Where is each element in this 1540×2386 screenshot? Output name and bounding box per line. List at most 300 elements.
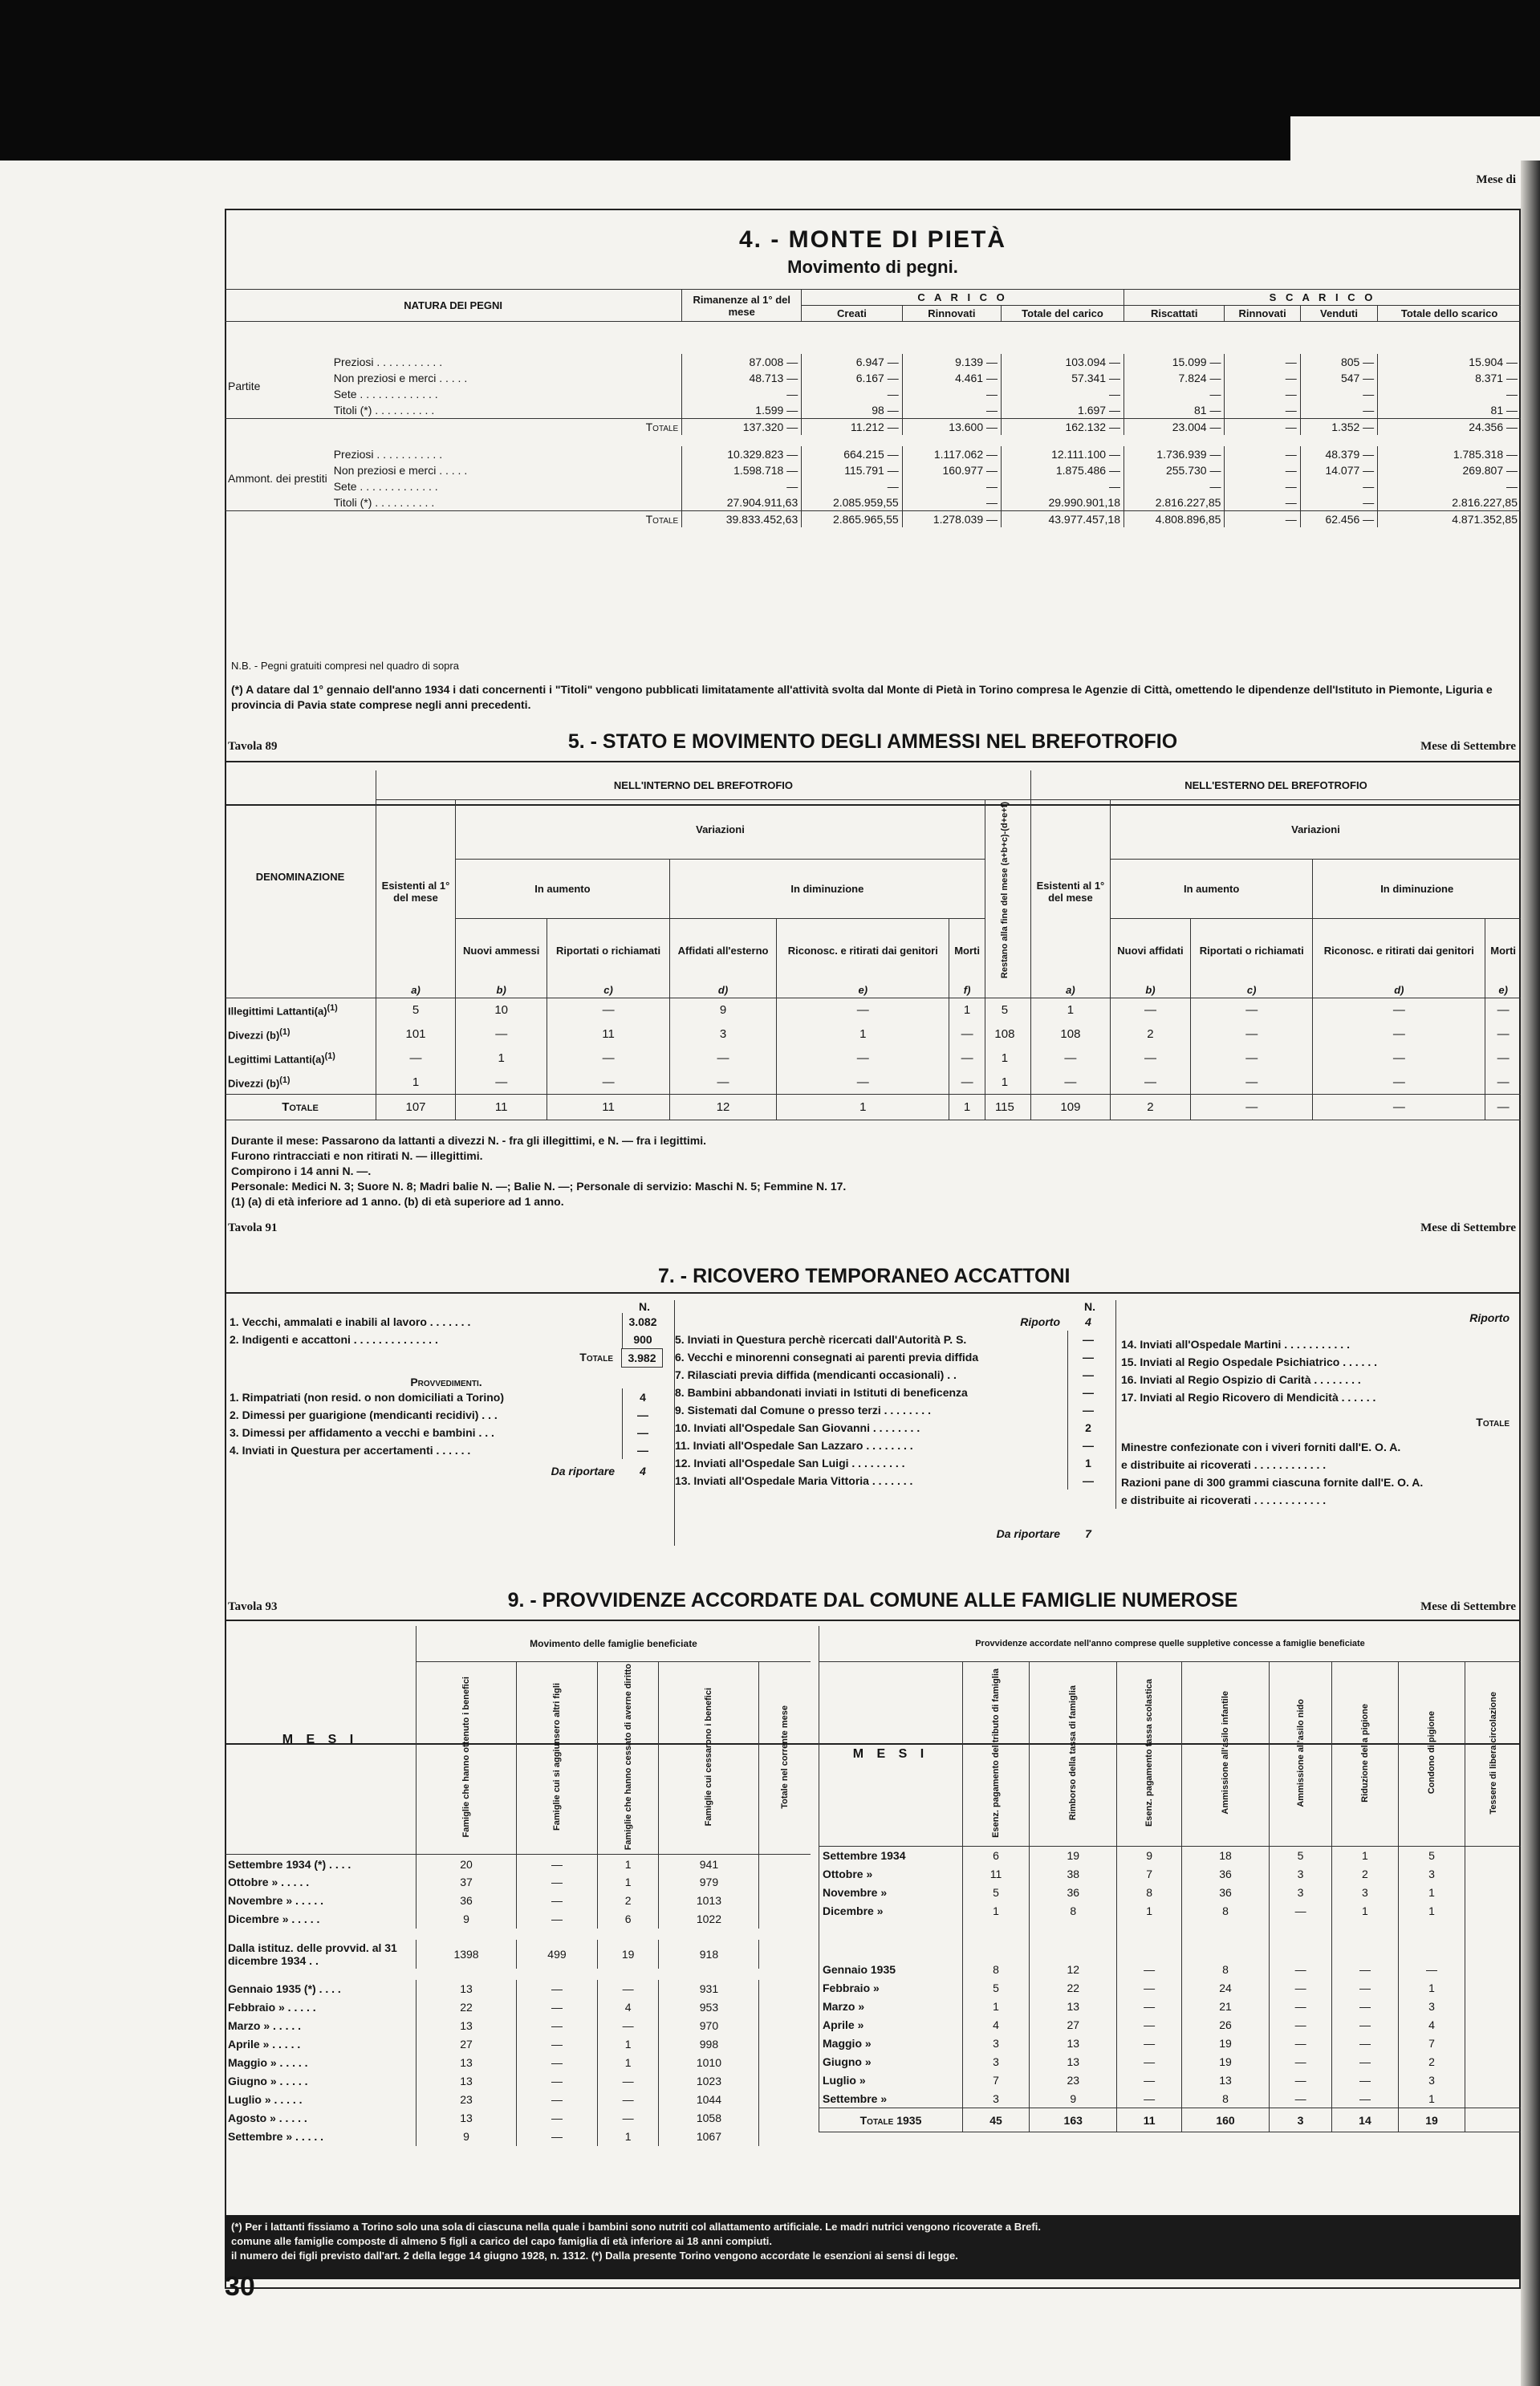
item-count: —: [1067, 1437, 1108, 1454]
cell-value: —: [456, 1022, 547, 1047]
cell-value: 13: [416, 2054, 517, 2072]
table-row-total: [225, 510, 1521, 527]
cell-value: —: [777, 1047, 949, 1071]
col-riscattati: Riscattati: [1124, 306, 1224, 322]
letter: d): [1313, 982, 1485, 998]
item-label: 1. Vecchi, ammalati e inabili al lavoro . . . . . . .: [230, 1315, 471, 1328]
total-count: 3.982: [621, 1348, 663, 1368]
table9-title: 9. - PROVVIDENZE ACCORDATE DAL COMUNE ALLE FAMIGLIE NUMEROSE: [507, 1589, 1238, 1612]
cell-value: —: [517, 2072, 598, 2091]
letter: b): [456, 982, 547, 998]
cell-value: 36: [416, 1892, 517, 1910]
cell-value: —: [1485, 1022, 1521, 1047]
cell-value: —: [547, 998, 669, 1022]
table-row: [225, 1910, 811, 1929]
cell-value: 87.008 —: [682, 354, 802, 370]
riporto-label: Riporto: [1020, 1315, 1060, 1328]
table-row: [819, 2090, 1522, 2108]
cell-value: 1: [597, 2035, 659, 2054]
cell-value: —: [1030, 1071, 1110, 1095]
cell-value: 2: [597, 1892, 659, 1910]
cell-value: 1: [1117, 1902, 1181, 1921]
cell-value: 11: [1117, 2108, 1181, 2132]
col-left-2: Famiglie che hanno cessato di averne diritto: [597, 1662, 659, 1855]
cell-value: 6.947 —: [802, 354, 902, 370]
cell-value: 805 —: [1300, 354, 1377, 370]
cell-value: 2.085.959,55: [802, 494, 902, 511]
cell-value: —: [376, 1047, 456, 1071]
cell-value: 24.356 —: [1378, 418, 1521, 435]
cell-value: —: [1030, 1047, 1110, 1071]
cell-value: 931: [659, 1980, 759, 1998]
cell-value: 3: [1331, 1884, 1398, 1902]
table4-nb: N.B. - Pegni gratuiti compresi nel quadro di sopra: [231, 660, 459, 672]
group-label: Legittimi: [228, 1053, 272, 1066]
cell-value: 43.977.457,18: [1002, 510, 1124, 527]
row-label: Febbraio » . . . . .: [228, 2001, 316, 2014]
cell-value: —: [1313, 1022, 1485, 1047]
note-line: Razioni pane di 300 grammi ciascuna fornite dall'E. O. A.: [1121, 1476, 1424, 1489]
cell-value: 1013: [659, 1892, 759, 1910]
sub-label: Divezzi (b): [228, 1029, 280, 1042]
cell-value: —: [902, 386, 1001, 402]
row-label: Non preziosi e merci . . . . .: [333, 463, 468, 477]
cell-value: 3: [1398, 1865, 1465, 1884]
cell-value: —: [517, 2091, 598, 2109]
cell-value: 103.094 —: [1002, 354, 1124, 370]
cell-value: —: [1117, 1979, 1181, 1998]
cell-value: 115: [985, 1095, 1024, 1120]
table7-right-column: [1115, 1300, 1518, 1509]
col-riportati-ext: Riportati o richiamati: [1191, 918, 1313, 982]
table-row: [225, 1892, 811, 1910]
cell-value: 20: [416, 1855, 517, 1873]
cell-value: 1398: [416, 1940, 517, 1969]
row-label: Gennaio 1935 (*) . . . .: [228, 1982, 341, 1996]
cell-value: 941: [659, 1855, 759, 1873]
group-label: Illegittimi: [228, 1005, 274, 1018]
cell-value: 2: [1331, 1865, 1398, 1884]
table-row: [225, 2109, 811, 2128]
note-line: (1) (a) di età inferiore ad 1 anno. (b) di età superiore ad 1 anno.: [231, 1195, 564, 1208]
cell-value: 8: [1181, 2090, 1269, 2108]
row-label: Ottobre »: [819, 1865, 963, 1884]
cell-value: [1181, 1921, 1269, 1961]
cell-value: 101: [376, 1022, 456, 1047]
cell-value: 998: [659, 2035, 759, 2054]
table-row: [225, 1940, 811, 1969]
cell-value: [963, 1921, 1030, 1961]
table9-left-grid: [225, 1626, 811, 2146]
cell-value: 1.785.318 —: [1378, 446, 1521, 462]
list-item: [230, 1331, 663, 1348]
cell-value: 3: [1398, 2071, 1465, 2090]
cell-value: —: [1117, 2071, 1181, 2090]
cell-value: 36: [1030, 1884, 1117, 1902]
row-label: Aprile » . . . . .: [228, 2038, 301, 2051]
cell-value: 115.791 —: [802, 462, 902, 478]
cell-value: 970: [659, 2017, 759, 2035]
cell-value: 1.278.039 —: [902, 510, 1001, 527]
cell-value: 11: [963, 1865, 1030, 1884]
col-right-2: Esenz. pagamento tassa scolastica: [1117, 1662, 1181, 1847]
cell-value: —: [597, 1980, 659, 1998]
cell-value: 1.875.486 —: [1002, 462, 1124, 478]
cell-value: —: [1225, 354, 1300, 370]
table-row: [225, 1980, 811, 1998]
cell-value: —: [802, 478, 902, 494]
note-line: Minestre confezionate con i viveri forniti dall'E. O. A.: [1121, 1441, 1401, 1453]
table-row: [225, 462, 1521, 478]
cell-value: —: [1331, 2016, 1398, 2034]
cell-value: 23: [416, 2091, 517, 2109]
cell-value: —: [1331, 2071, 1398, 2090]
sub-label: Lattanti(a): [274, 1053, 325, 1066]
cell-value: 7: [1117, 1865, 1181, 1884]
item-count: —: [622, 1441, 663, 1459]
col-nuovi-ammessi: Nuovi ammessi: [456, 918, 547, 982]
footnote-ref: (1): [279, 1075, 291, 1085]
cell-value: —: [949, 1022, 985, 1047]
footnote-line: comune alle famiglie composte di almeno 5 figli a carico del capo famiglia di età inferiore ai 18 anni compiuti.: [231, 2235, 773, 2247]
cell-value: —: [547, 1071, 669, 1095]
cell-value: 4.871.352,85: [1378, 510, 1521, 527]
cell-value: 7: [963, 2071, 1030, 2090]
cell-value: 108: [1030, 1022, 1110, 1047]
table-row: [225, 2091, 811, 2109]
cell-value: 4.808.896,85: [1124, 510, 1224, 527]
cell-value: 7.824 —: [1124, 370, 1224, 386]
cell-value: 255.730 —: [1124, 462, 1224, 478]
footnote-ref: (1): [327, 1003, 338, 1014]
in-diminuzione-int: In diminuzione: [669, 859, 985, 918]
cell-value: —: [1225, 494, 1300, 511]
cell-value: —: [1002, 478, 1124, 494]
cell-value: 3: [963, 2090, 1030, 2108]
table7-right-tag: Mese di Settembre: [1420, 1221, 1516, 1234]
row-label: Preziosi . . . . . . . . . . .: [333, 447, 443, 461]
col-totale-carico: Totale del carico: [1002, 306, 1124, 322]
cell-value: —: [547, 1047, 669, 1071]
header-month-tag: Mese di: [1476, 173, 1516, 186]
cell-value: 163: [1030, 2108, 1117, 2132]
cell-value: [1398, 1921, 1465, 1961]
cell-value: 12.111.100 —: [1002, 446, 1124, 462]
cell-value: 1: [1398, 2090, 1465, 2108]
cell-value: 10: [456, 998, 547, 1022]
cell-value: 36: [1181, 1884, 1269, 1902]
cell-value: —: [1225, 386, 1300, 402]
cell-value: 1: [777, 1095, 949, 1120]
cell-value: 1: [777, 1022, 949, 1047]
cell-value: 1: [1398, 1979, 1465, 1998]
item-count: 900: [622, 1331, 663, 1348]
item-count: 3.082: [622, 1313, 663, 1331]
cell-value: —: [1110, 1047, 1190, 1071]
row-label: Febbraio »: [819, 1979, 963, 1998]
page-header: [225, 170, 1521, 189]
item-label: 3. Dimessi per affidamento a vecchi e bambini . . .: [230, 1426, 494, 1439]
cell-value: 9: [669, 998, 777, 1022]
table-row: [819, 1979, 1522, 1998]
item-label: 11. Inviati all'Ospedale San Lazzaro . . . . . . . .: [675, 1439, 913, 1452]
footnote-line: (*) Per i lattanti fissiamo a Torino solo una sola di ciascuna nella quale i bambini sono nutriti col allattamento artificiale. Le madri nutrici vengono ricoverate a Brefi.: [231, 2221, 1041, 2233]
item-label: 1. Rimpatriati (non resid. o non domiciliati a Torino): [230, 1391, 504, 1404]
cell-value: —: [1117, 2090, 1181, 2108]
cell-value: 6.167 —: [802, 370, 902, 386]
table-row: [225, 1873, 811, 1892]
item-count: —: [1067, 1384, 1108, 1401]
table-row: [819, 1865, 1522, 1884]
row-label: Preziosi . . . . . . . . . . .: [333, 355, 443, 368]
table-row: [225, 402, 1521, 419]
table9-right-grid: [819, 1626, 1521, 2132]
cell-value: —: [1225, 402, 1300, 419]
table-row: [819, 1847, 1522, 1865]
table-row: [819, 2016, 1522, 2034]
list-item: [675, 1437, 1108, 1454]
list-item: [675, 1366, 1108, 1384]
cell-value: —: [669, 1047, 777, 1071]
row-label: Titoli (*) . . . . . . . . . .: [333, 403, 435, 417]
row-label: Sete . . . . . . . . . . . . .: [333, 387, 438, 400]
letter: b): [1110, 982, 1190, 998]
table-row-total: [819, 2108, 1522, 2132]
cell-value: —: [669, 1071, 777, 1095]
cell-value: 22: [416, 1998, 517, 2017]
cell-value: —: [1270, 2016, 1332, 2034]
row-label: Gennaio 1935: [819, 1961, 963, 1979]
item-label: 13. Inviati all'Ospedale Maria Vittoria . . . . . . .: [675, 1474, 913, 1487]
cell-value: 979: [659, 1873, 759, 1892]
list-item: [675, 1348, 1108, 1366]
cell-value: [1030, 1921, 1117, 1961]
cell-value: 160: [1181, 2108, 1269, 2132]
col-right-6: Condono di pigione: [1398, 1662, 1465, 1847]
list-item: [230, 1424, 663, 1441]
cell-value: —: [517, 1855, 598, 1873]
cell-value: 26: [1181, 2016, 1269, 2034]
cell-value: 2.816.227,85: [1378, 494, 1521, 511]
letter: f): [949, 982, 985, 998]
item-count: —: [1067, 1366, 1108, 1384]
cell-value: —: [1124, 386, 1224, 402]
row-label: Totale: [225, 1095, 376, 1120]
letter: c): [547, 982, 669, 998]
cell-value: 1: [1398, 1902, 1465, 1921]
table-row: [225, 446, 1521, 462]
cell-value: —: [1191, 998, 1313, 1022]
cell-value: 8: [1181, 1961, 1269, 1979]
cell-value: 3: [1270, 2108, 1332, 2132]
carry-label: Da riportare: [551, 1465, 615, 1478]
cell-value: 37: [416, 1873, 517, 1892]
cell-value: 1: [985, 1047, 1024, 1071]
table5-right-tag: Mese di Settembre: [1420, 740, 1516, 753]
letter: e): [777, 982, 949, 998]
table4-footnote: (*) A datare dal 1° gennaio dell'anno 1934 i dati concernenti i "Titoli" vengono pubblicati limitatamente all'attività svolta dal Monte di Pietà in Torino compresa le Agenzie di Città, omettendo le dipendenze dell'Istituto in Piemonte, Liguria e provincia di Pavia state comprese negli anni precedenti.: [231, 683, 1493, 711]
cell-value: 1022: [659, 1910, 759, 1929]
cell-value: —: [517, 1892, 598, 1910]
cell-value: 13: [1030, 2053, 1117, 2071]
table5-tag: Tavola 89: [228, 740, 278, 753]
note-line: Personale: Medici N. 3; Suore N. 8; Madri balie N. —; Balie N. —; Personale di servizio: Maschi N. 5; Femmine N. 17.: [231, 1180, 847, 1193]
cell-value: 81 —: [1378, 402, 1521, 419]
row-label: Luglio »: [819, 2071, 963, 2090]
cell-value: 98 —: [802, 402, 902, 419]
table-row: [819, 2053, 1522, 2071]
note-line: Furono rintracciati e non ritirati N. — illegittimi.: [231, 1149, 483, 1162]
col-riportati-int: Riportati o richiamati: [547, 918, 669, 982]
table-row: [225, 2072, 811, 2091]
cell-value: 27: [416, 2035, 517, 2054]
group-scarico: S C A R I C O: [1124, 290, 1521, 306]
table-row-total: [225, 1095, 1521, 1120]
total-label: Totale: [1476, 1416, 1510, 1429]
cell-value: 1.599 —: [682, 402, 802, 419]
row-label: Agosto » . . . . .: [228, 2112, 307, 2125]
cell-value: —: [1270, 1998, 1332, 2016]
page-number: 30: [225, 2271, 255, 2302]
col-riconosc-ext: Riconosc. e ritirati dai genitori: [1313, 918, 1485, 982]
row-label: Luglio » . . . . .: [228, 2093, 303, 2107]
note-line: e distribuite ai ricoverati . . . . . . . . . . . .: [1121, 1494, 1327, 1506]
cell-value: —: [1270, 1979, 1332, 1998]
left-group: Movimento delle famiglie beneficiate: [416, 1626, 811, 1662]
item-count: —: [622, 1424, 663, 1441]
row-label: Settembre 1934: [819, 1847, 963, 1865]
table-row: [225, 370, 1521, 386]
row-label: Non preziosi e merci . . . . .: [333, 371, 468, 384]
cell-value: 11.212 —: [802, 418, 902, 435]
row-label: Dicembre »: [819, 1902, 963, 1921]
carry-count: 7: [1085, 1527, 1091, 1540]
item-count: —: [1067, 1472, 1108, 1490]
cell-value: —: [1270, 2053, 1332, 2071]
cell-value: 1: [597, 1855, 659, 1873]
table-row: [819, 2071, 1522, 2090]
cell-value: —: [1331, 1998, 1398, 2016]
cell-value: —: [1331, 1961, 1398, 1979]
letter: a): [376, 982, 456, 998]
cell-value: 1.736.939 —: [1124, 446, 1224, 462]
cell-value: —: [1191, 1022, 1313, 1047]
cell-value: —: [1378, 386, 1521, 402]
table-row: [819, 1921, 1522, 1961]
carry-label: Da riportare: [996, 1527, 1060, 1540]
cell-value: 45: [963, 2108, 1030, 2132]
cell-value: —: [1485, 1095, 1521, 1120]
col-mesi-left: M E S I: [282, 1733, 359, 1747]
item-label: 5. Inviati in Questura perchè ricercati dall'Autorità P. S.: [675, 1333, 967, 1346]
in-diminuzione-ext: In diminuzione: [1313, 859, 1521, 918]
note-line: Compirono i 14 anni N. —.: [231, 1165, 372, 1177]
cell-value: 108: [985, 1022, 1024, 1047]
table9-tag: Tavola 93: [228, 1600, 278, 1613]
cell-value: 1044: [659, 2091, 759, 2109]
cell-value: —: [1300, 494, 1377, 511]
cell-value: —: [1270, 1902, 1332, 1921]
cell-value: 1: [597, 2054, 659, 2072]
cell-value: 1.697 —: [1002, 402, 1124, 419]
col-n: N.: [1084, 1300, 1095, 1313]
cell-value: 1: [949, 998, 985, 1022]
cell-value: —: [1117, 1961, 1181, 1979]
col-right-7: Tessere di libera circolazione: [1465, 1662, 1521, 1847]
cell-value: 14.077 —: [1300, 462, 1377, 478]
col-right-4: Ammissione all'asilo nido: [1270, 1662, 1332, 1847]
row-label: Giugno »: [819, 2053, 963, 2071]
cell-value: 1.117.062 —: [902, 446, 1001, 462]
cell-value: 1.598.718 —: [682, 462, 802, 478]
cell-value: 62.456 —: [1300, 510, 1377, 527]
table-row: [225, 478, 1521, 494]
cell-value: 8: [1117, 1884, 1181, 1902]
cell-value: —: [1191, 1095, 1313, 1120]
cell-value: —: [597, 2017, 659, 2035]
col-esistenti-int: Esistenti al 1° del mese: [376, 800, 456, 983]
cell-value: 8: [1030, 1902, 1117, 1921]
cell-value: 5: [963, 1884, 1030, 1902]
cell-value: —: [902, 402, 1001, 419]
cell-value: 5: [376, 998, 456, 1022]
item-count: —: [1067, 1331, 1108, 1348]
col-morti-int: Morti: [949, 918, 985, 982]
cell-value: 2: [1398, 2053, 1465, 2071]
cell-value: —: [517, 1998, 598, 2017]
table-row: [225, 1047, 1521, 1071]
cell-value: —: [1110, 998, 1190, 1022]
col-left-3: Famiglie cui cessarono i benefici: [659, 1662, 759, 1855]
table-row: [225, 494, 1521, 511]
cell-value: 107: [376, 1095, 456, 1120]
table9-right-tag: Mese di Settembre: [1420, 1600, 1516, 1613]
cell-value: —: [949, 1071, 985, 1095]
note-line: e distribuite ai ricoverati . . . . . . . . . . . .: [1121, 1458, 1327, 1471]
cell-value: 11: [547, 1095, 669, 1120]
cell-value: 57.341 —: [1002, 370, 1124, 386]
list-item: [230, 1406, 663, 1424]
cell-value: —: [517, 2017, 598, 2035]
cell-value: 9: [1030, 2090, 1117, 2108]
row-label: Marzo »: [819, 1998, 963, 2016]
cell-value: —: [517, 2109, 598, 2128]
cell-value: 10.329.823 —: [682, 446, 802, 462]
col-nuovi-affidati: Nuovi affidati: [1110, 918, 1190, 982]
letter: a): [1030, 982, 1110, 998]
cell-value: 3: [669, 1022, 777, 1047]
item-label: 4. Inviati in Questura per accertamenti . . . . . .: [230, 1444, 471, 1457]
table7-header: [225, 1218, 1521, 1238]
item-count: —: [1067, 1348, 1108, 1366]
cell-value: 1067: [659, 2128, 759, 2146]
cell-value: 2: [1110, 1095, 1190, 1120]
col-esistenti-ext: Esistenti al 1° del mese: [1030, 800, 1110, 983]
row-label: Dicembre » . . . . .: [228, 1912, 320, 1926]
cell-value: —: [1485, 1071, 1521, 1095]
cell-value: —: [682, 386, 802, 402]
cell-value: —: [1225, 418, 1300, 435]
cell-value: 3: [1398, 1998, 1465, 2016]
cell-value: 137.320 —: [682, 418, 802, 435]
row-label: Totale: [331, 418, 682, 435]
cell-value: 29.990.901,18: [1002, 494, 1124, 511]
table-row: [819, 1902, 1522, 1921]
cell-value: 4: [1398, 2016, 1465, 2034]
cell-value: —: [1300, 478, 1377, 494]
cell-value: 6: [963, 1847, 1030, 1865]
col-right-3: Ammissione all'asilo infantile: [1181, 1662, 1269, 1847]
